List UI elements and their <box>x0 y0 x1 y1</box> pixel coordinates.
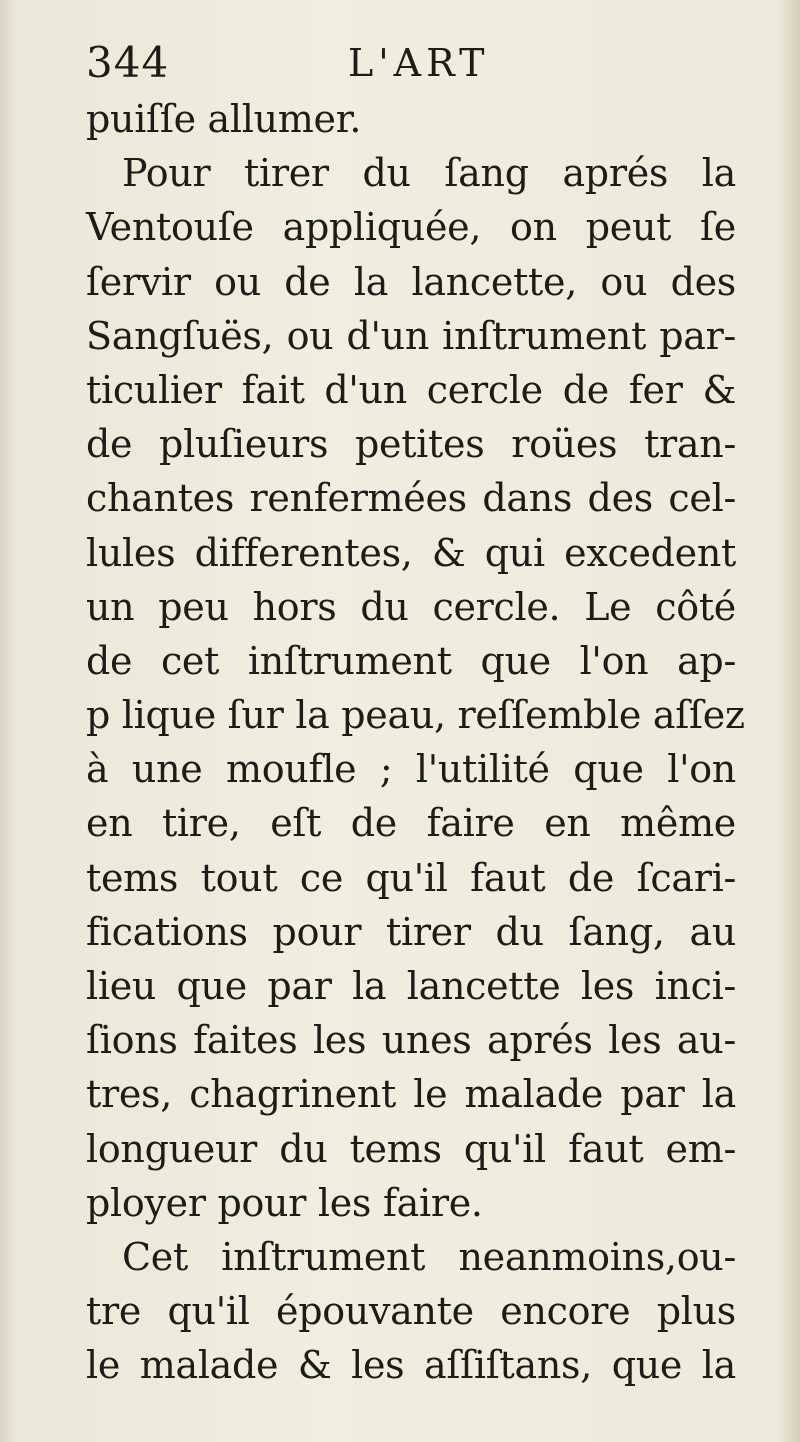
text-line: le malade & les aſſiſtans, que la <box>86 1343 736 1388</box>
page-number: 344 <box>86 38 170 87</box>
text-line: à une moufle ; l'utilité que l'on <box>86 747 736 792</box>
text-line: lules differentes, & qui excedent <box>86 530 736 575</box>
text-line: tres, chagrinent le malade par la <box>86 1072 736 1117</box>
text-line: p lique ſur la peau, reſſemble aſſez <box>86 693 745 738</box>
running-head: L'ART <box>348 41 490 85</box>
text-line: en tire, eſt de faire en même <box>86 801 736 846</box>
text-line: ſions faites les unes aprés les au- <box>86 1018 736 1063</box>
text-line: un peu hors du cercle. Le côté <box>86 584 736 629</box>
text-line: ticulier fait d'un cercle de fer & <box>86 367 736 412</box>
text-line: tems tout ce qu'il faut de ſcari- <box>86 855 736 900</box>
text-line: Pour tirer du ſang aprés la <box>122 151 736 196</box>
text-line: de pluſieurs petites roües tran- <box>86 422 736 467</box>
text-line: longueur du tems qu'il faut em- <box>86 1126 736 1171</box>
scan-shadow-left <box>0 0 16 1442</box>
text-line: chantes renfermées dans des cel- <box>86 476 736 521</box>
body-text <box>86 92 745 1393</box>
text-line: lieu que par la lancette les inci- <box>86 964 736 1008</box>
page-header <box>86 34 726 92</box>
text-line: ſervir ou de la lancette, ou des <box>86 259 736 304</box>
text-line: Ventouſe appliquée, on peut ſe <box>86 205 736 250</box>
scan-shadow-right <box>778 0 800 1442</box>
text-line: de cet inſtrument que l'on ap- <box>86 638 736 683</box>
text-line: Cet inſtrument neanmoins,ou- <box>122 1234 736 1279</box>
text-line: tre qu'il épouvante encore plus <box>86 1289 736 1334</box>
text-line: puiſſe allumer. <box>86 97 362 141</box>
text-line: fications pour tirer du ſang, au <box>86 909 736 954</box>
text-line: ployer pour les faire. <box>86 1180 483 1225</box>
text-line: Sangſuës, ou d'un inſtrument par- <box>86 313 736 358</box>
